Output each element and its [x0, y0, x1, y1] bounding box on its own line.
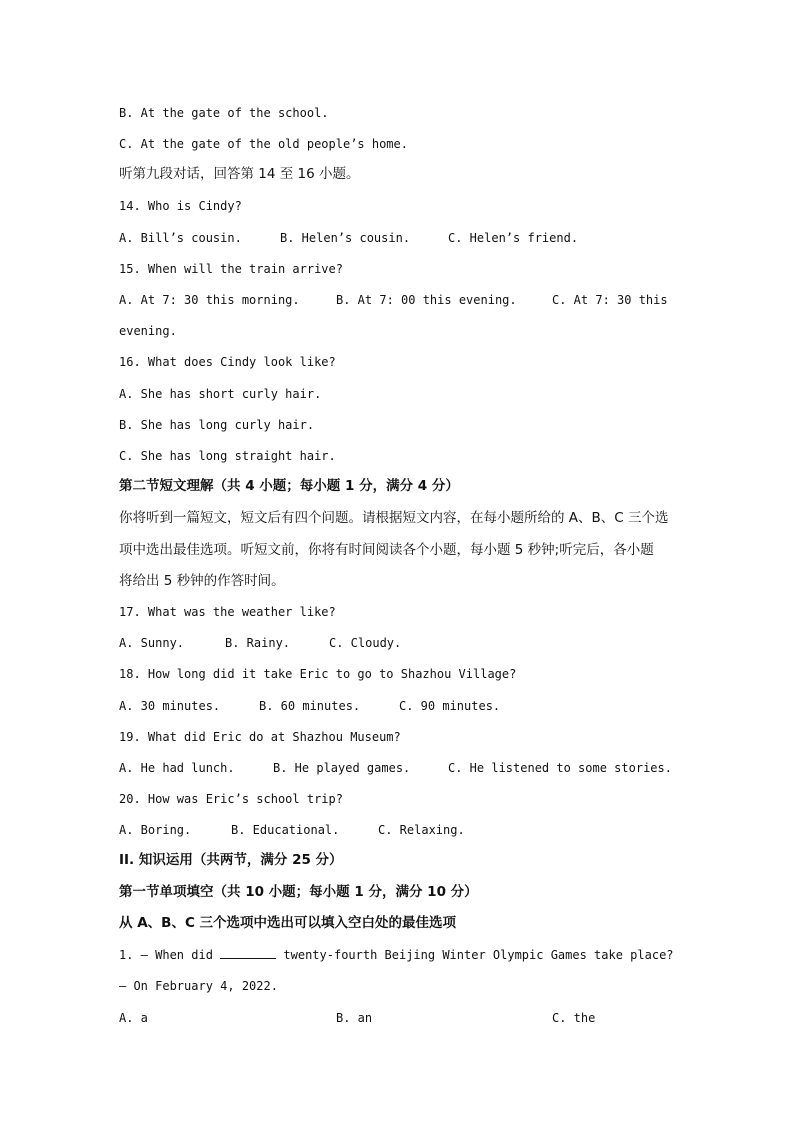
part-2-heading: II. 知识运用（共两节，满分 25 分）	[119, 852, 343, 868]
item-1-question-end: twenty-fourth Beijing Winter Olympic Games take place?	[283, 948, 674, 962]
section-2-instruction-line-1: 你将听到一篇短文，短文后有四个问题。请根据短文内容，在每小题所给的 A、B、C 三个选	[119, 510, 669, 526]
q16-option-c: C. She has long straight hair.	[119, 449, 336, 463]
option-b-line: B. At the gate of the school.	[119, 106, 329, 120]
q19-option-c: C. He listened to some stories.	[448, 761, 672, 775]
q19-option-b: B. He played games.	[273, 761, 411, 775]
q14-option-b: B. Helen’s cousin.	[280, 231, 411, 245]
item-1-option-c: C. the	[552, 1011, 596, 1025]
item-1-option-b: B. an	[336, 1011, 373, 1025]
q16-option-a: A. She has short curly hair.	[119, 387, 322, 401]
q15-option-a: A. At 7: 30 this morning.	[119, 293, 300, 307]
question-14: 14. Who is Cindy?	[119, 199, 242, 213]
q18-option-a: A. 30 minutes.	[119, 699, 221, 713]
q17-option-b: B. Rainy.	[225, 636, 291, 650]
question-19: 19. What did Eric do at Shazhou Museum?	[119, 730, 401, 744]
question-15: 15. When will the train arrive?	[119, 262, 343, 276]
q15-option-c: C. At 7: 30 this	[552, 293, 668, 307]
section-2-heading: 第二节短文理解（共 4 小题；每小题 1 分，满分 4 分）	[119, 478, 459, 494]
q18-option-c: C. 90 minutes.	[399, 699, 501, 713]
section-1-heading: 第一节单项填空（共 10 小题；每小题 1 分，满分 10 分）	[119, 884, 478, 900]
q16-option-b: B. She has long curly hair.	[119, 418, 315, 432]
q15-option-c-continued: evening.	[119, 324, 177, 338]
question-17: 17. What was the weather like?	[119, 605, 336, 619]
q18-option-b: B. 60 minutes.	[259, 699, 361, 713]
q20-option-a: A. Boring.	[119, 823, 192, 837]
q14-option-a: A. Bill’s cousin.	[119, 231, 242, 245]
question-18: 18. How long did it take Eric to go to Shazhou Village?	[119, 667, 517, 681]
q17-option-a: A. Sunny.	[119, 636, 185, 650]
q19-option-a: A. He had lunch.	[119, 761, 235, 775]
item-1-response: — On February 4, 2022.	[119, 979, 278, 993]
q20-option-c: C. Relaxing.	[378, 823, 465, 837]
option-c-line: C. At the gate of the old people’s home.	[119, 137, 408, 151]
q15-option-b: B. At 7: 00 this evening.	[336, 293, 517, 307]
item-1-option-a: A. a	[119, 1011, 148, 1025]
q17-option-c: C. Cloudy.	[329, 636, 402, 650]
section-2-instruction-line-3: 将给出 5 秒钟的作答时间。	[119, 573, 285, 589]
q20-option-b: B. Educational.	[231, 823, 340, 837]
item-1-question-start: 1. — When did	[119, 948, 213, 962]
answer-blank	[220, 947, 276, 959]
question-20: 20. How was Eric’s school trip?	[119, 792, 343, 806]
question-16: 16. What does Cindy look like?	[119, 355, 336, 369]
q14-option-c: C. Helen’s friend.	[448, 231, 579, 245]
item-1-question	[119, 945, 674, 965]
dialogue-nine-instruction: 听第九段对话，回答第 14 至 16 小题。	[119, 166, 360, 182]
section-2-instruction-line-2: 项中选出最佳选项。听短文前，你将有时间阅读各个小题，每小题 5 秒钟;听完后，各小题	[119, 542, 654, 558]
section-1-instruction: 从 A、B、C 三个选项中选出可以填入空白处的最佳选项	[119, 915, 457, 931]
